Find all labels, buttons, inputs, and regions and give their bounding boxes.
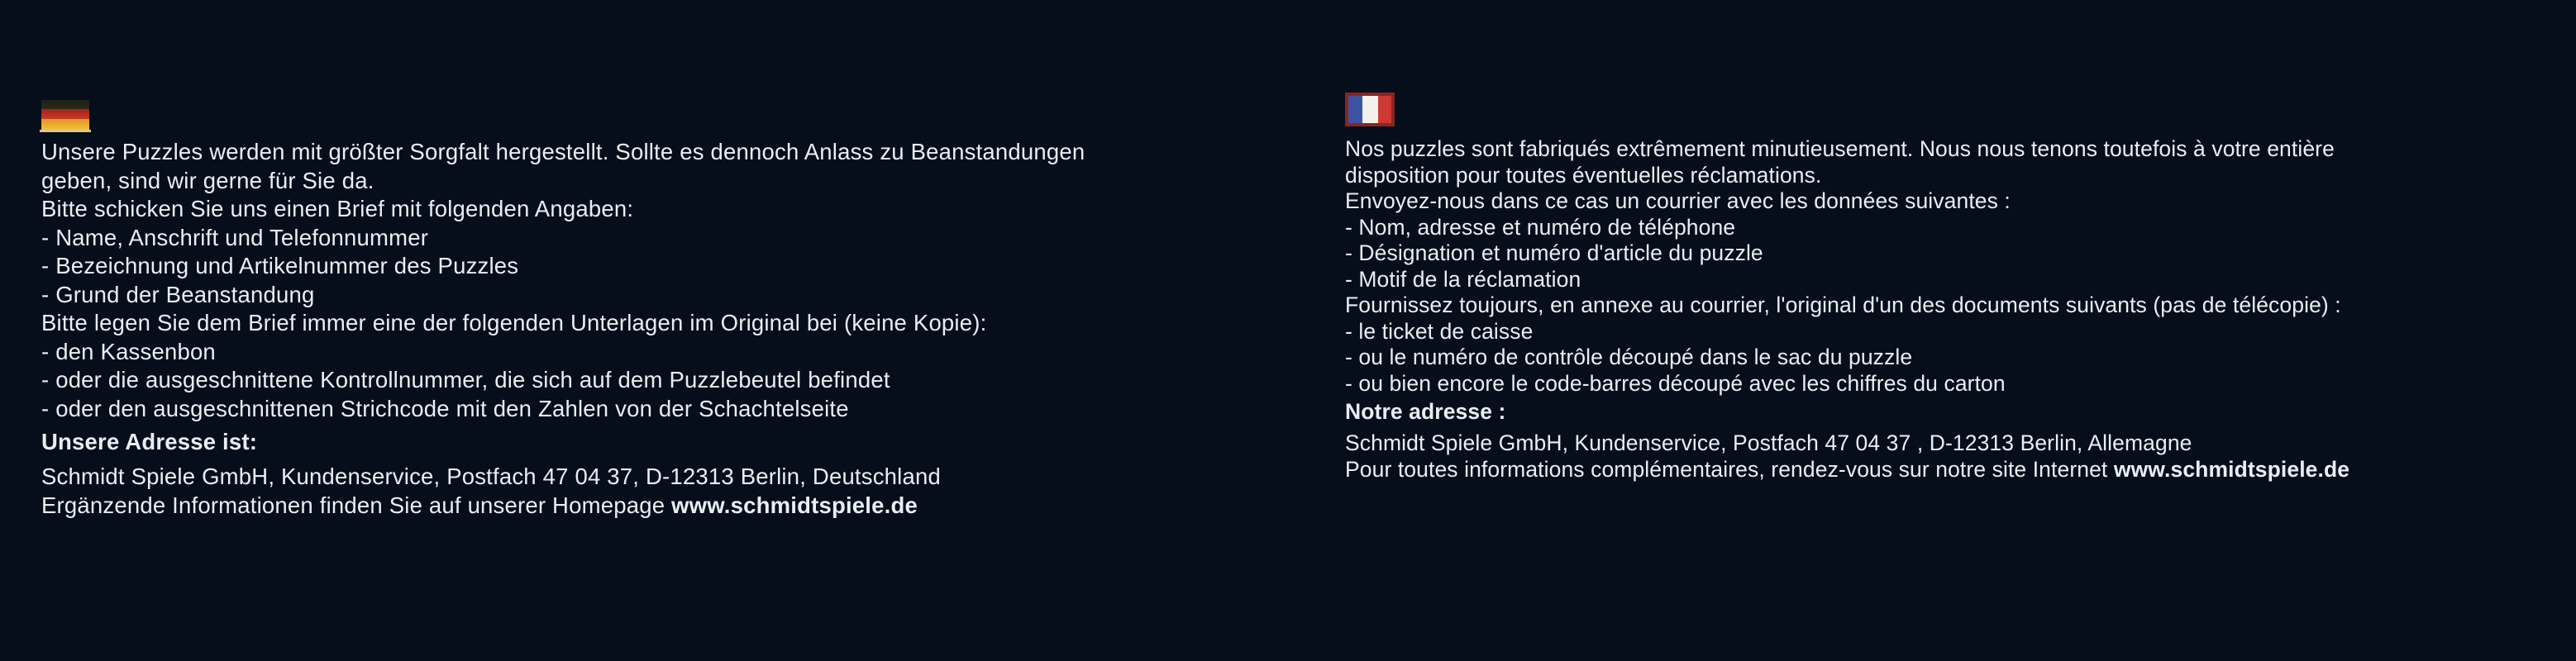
list-item: - ou bien encore le code-barres découpé avec les chiffres du carton xyxy=(1345,370,2006,396)
body-line: Envoyez-nous dans ce cas un courrier avec les données suivantes : xyxy=(1345,188,2011,213)
body-line: Bitte schicken Sie uns einen Brief mit folgenden Angaben: xyxy=(41,196,634,221)
list-item: - ou le numéro de contrôle découpé dans le sac du puzzle xyxy=(1345,345,1913,369)
body-line: geben, sind wir gerne für Sie da. xyxy=(41,167,374,193)
france-flag-red-stripe xyxy=(1378,96,1392,123)
germany-flag-gold-stripe xyxy=(41,119,89,130)
france-flag-icon xyxy=(1345,93,1395,126)
homepage-line xyxy=(41,491,1257,520)
french-body-text xyxy=(1345,136,2560,397)
france-flag-white-stripe xyxy=(1362,96,1378,123)
address-line: Schmidt Spiele GmbH, Kundenservice, Postfach 47 04 37, D-12313 Berlin, Deutschland xyxy=(41,463,941,489)
german-section xyxy=(41,100,1257,520)
list-item: - oder die ausgeschnittene Kontrollnummer, die sich auf dem Puzzlebeutel befindet xyxy=(41,367,890,392)
list-item: - Motif de la réclamation xyxy=(1345,266,1581,292)
body-line: Bitte legen Sie dem Brief immer eine der folgenden Unterlagen im Original bei (keine Kopie): xyxy=(41,310,987,335)
homepage-prefix-text: Ergänzende Informationen finden Sie auf unserer Homepage xyxy=(41,492,672,518)
homepage-url: www.schmidtspiele.de xyxy=(2113,456,2350,482)
body-line: disposition pour toutes éventuelles réclamations. xyxy=(1345,162,1822,188)
list-item: - den Kassenbon xyxy=(41,338,216,364)
french-section xyxy=(1345,93,2560,483)
address-heading: Notre adresse : xyxy=(1345,399,1506,424)
list-item: - Grund der Beanstandung xyxy=(41,281,315,307)
list-item: - Bezeichnung und Artikelnummer des Puzzles xyxy=(41,253,519,278)
france-flag-blue-stripe xyxy=(1348,96,1362,123)
list-item: - Désignation et numéro d'article du puzzle xyxy=(1345,240,1763,265)
body-line: Nos puzzles sont fabriqués extrêmement minutieusement. Nous nous tenons toutefois à votre entière xyxy=(1345,136,2335,161)
body-line: Fournissez toujours, en annexe au courrier, l'original d'un des documents suivants (pas de télécopie) : xyxy=(1345,292,2341,317)
germany-flag-red-stripe xyxy=(41,109,89,119)
germany-flag-black-stripe xyxy=(41,100,89,109)
homepage-line xyxy=(1345,456,2560,483)
germany-flag-base-line xyxy=(40,130,91,132)
germany-flag-icon xyxy=(41,100,89,132)
list-item: - le ticket de caisse xyxy=(1345,318,1534,344)
homepage-url: www.schmidtspiele.de xyxy=(671,492,918,518)
body-line: Unsere Puzzles werden mit größter Sorgfalt hergestellt. Sollte es dennoch Anlass zu Beanstandungen xyxy=(41,139,1085,164)
german-body-text xyxy=(41,138,1257,423)
address-line: Schmidt Spiele GmbH, Kundenservice, Postfach 47 04 37 , D-12313 Berlin, Allemagne xyxy=(1345,430,2192,455)
address-heading: Unsere Adresse ist: xyxy=(41,429,258,454)
list-item: - Nom, adresse et numéro de téléphone xyxy=(1345,214,1736,240)
list-item: - Name, Anschrift und Telefonnummer xyxy=(41,224,429,250)
list-item: - oder den ausgeschnittenen Strichcode mit den Zahlen von der Schachtelseite xyxy=(41,395,849,421)
homepage-prefix-text: Pour toutes informations complémentaires, rendez-vous sur notre site Internet xyxy=(1345,456,2114,482)
